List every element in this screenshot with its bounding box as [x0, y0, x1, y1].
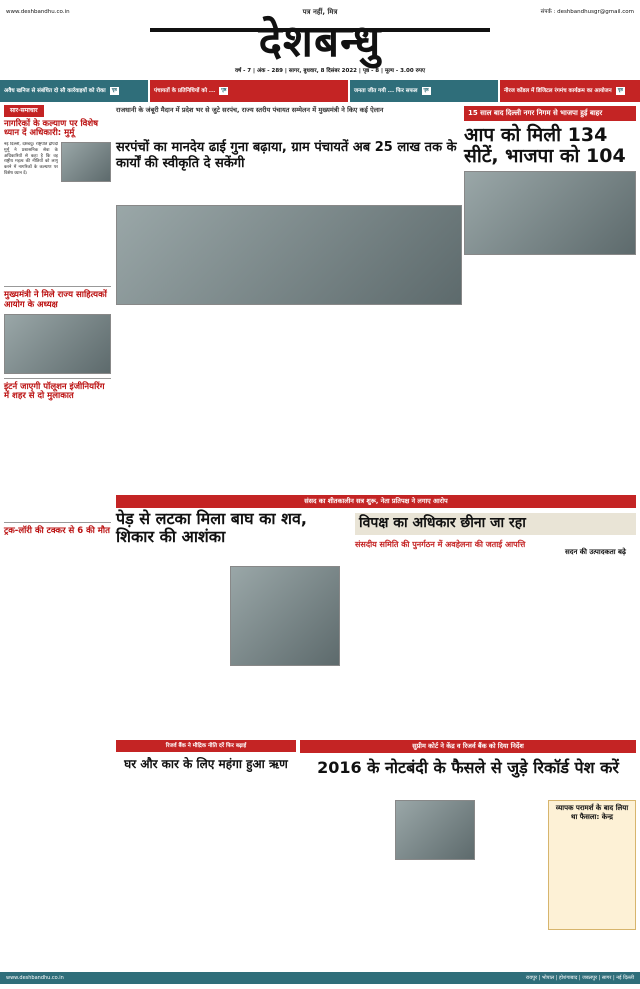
promo-bar	[0, 80, 640, 102]
sc-headline[interactable]: 2016 के नोटबंदी के फैसले से जुड़े रिकॉर्ड पेश करें	[317, 758, 619, 777]
sc-quote-box: व्यापक परामर्श के बाद लिया था फैसला: केन्द्र	[548, 800, 636, 930]
left-column	[4, 105, 111, 805]
dateline: वर्ष - 7 | अंक - 289 | सागर, बुधवार, 8 दिसंबर 2022 | पृष्ठ - 8 | मूल्य - 3.00 रुपए	[234, 68, 426, 74]
parliament-section-bar: संसद का शीतकालीन सत्र शुरू, नेता प्रतिपक्ष ने लगाए आरोप	[116, 495, 636, 508]
divider	[4, 522, 111, 523]
masthead-logo: देशबन्धु	[258, 16, 382, 67]
side-kicker: 15 साल बाद दिल्ली नगर निगम से भाजपा हुई बाहर	[464, 106, 636, 121]
tiger-headline[interactable]: पेड़ से लटका मिला बाघ का शव, शिकार की आशंका	[116, 509, 307, 547]
motto: पत्र नहीं, मित्र	[302, 7, 338, 16]
contact-email: संपर्क : deshbandhusgr@gmail.com	[540, 8, 634, 15]
tiger-photo	[230, 566, 340, 666]
sc-photo	[395, 800, 475, 860]
aap-photo	[464, 171, 636, 255]
opposition-headline[interactable]: विपक्ष का अधिकार छीना जा रहा	[355, 513, 636, 535]
promo-item[interactable]: पंचायतों के प्रतिनिधियों को ... पृष्ठ	[150, 80, 350, 102]
loan-kicker: रिजर्व बैंक ने मौद्रिक नीति दरें फिर बढ़ाई	[116, 740, 296, 752]
footer-bar	[0, 972, 640, 984]
section-tag: सार-समाचार	[4, 105, 44, 117]
loan-headline[interactable]: घर और कार के लिए महंगा हुआ ऋण	[124, 757, 288, 771]
lead-photo	[116, 205, 462, 305]
brief-headline[interactable]: नागरिकों के कल्याण पर विशेष ध्यान दें अधिकारी: मुर्मू	[4, 118, 99, 139]
footer-editions: रायपुर | भोपाल | होशंगाबाद | जबलपुर | सागर | नई दिल्ली	[525, 974, 634, 981]
lead-kicker: राजधानी के जंबूरी मैदान में प्रदेश भर से जुटे सरपंच, राज्य स्तरीय पंचायत सम्मेलन में मुख्यमंत्री ने किए कई ऐलान	[116, 106, 384, 114]
promo-item[interactable]: जनता जीत गयी ... फिर सफल पृष्ठ	[350, 80, 500, 102]
sc-kicker: सुप्रीम कोर्ट ने केंद्र व रिजर्व बैंक को दिया निर्देश	[300, 740, 636, 753]
meeting-photo	[4, 314, 111, 374]
divider	[4, 378, 111, 379]
brief-headline-3[interactable]: इंटर्न जाएगी पॉलूशन इंजीनियरिंग में शहर से दो मुलाकात	[4, 381, 105, 402]
lead-headline[interactable]: सरपंचों का मानदेय ढाई गुना बढ़ाया, ग्राम पंचायतें अब 25 लाख तक के कार्यों की स्वीकृति दे सकेंगी	[116, 140, 457, 172]
brief-headline-2[interactable]: मुख्यमंत्री ने मिले राज्य साहित्यकों आयोग के अध्यक्ष	[4, 290, 107, 310]
brief-headline-4[interactable]: ट्रक-लॉरी की टक्कर से 6 की मौत	[4, 526, 110, 537]
divider	[4, 286, 111, 287]
promo-item[interactable]: अवैध खनिज से संबंधित दो सौ कार्रवाइयों को रोका पृष्ठ	[0, 80, 150, 102]
opposition-subhead: संसदीय समिति की पुनर्गठन में अवहेलना की जताई आपत्ति	[355, 540, 526, 549]
side-headline[interactable]: आप को मिली 134 सीटें, भाजपा को 104	[464, 123, 626, 167]
president-photo	[61, 142, 111, 182]
productivity-headline[interactable]: सदन की उत्पादकता बढ़े	[565, 548, 626, 556]
footer-url[interactable]: www.deshbandhu.co.in	[6, 974, 64, 981]
promo-item[interactable]: नीरज कोंडल में डिजिटल रंगमंच कार्यक्रम का आयोजन पृष्ठ	[500, 80, 640, 102]
side-story	[464, 106, 636, 255]
brief-body: नई दिल्ली, देशबंधु। राष्ट्रपति द्रौपदी मुर्मू ने प्रशासनिक सेवा के अधिकारियों से कहा है कि वह राष्ट्रीय महत्व की नीतियों को लागू करने में नागरिकों के कल्याण पर विशेष ध्यान दें।	[4, 142, 58, 177]
website-url[interactable]: www.deshbandhu.co.in	[6, 8, 70, 15]
